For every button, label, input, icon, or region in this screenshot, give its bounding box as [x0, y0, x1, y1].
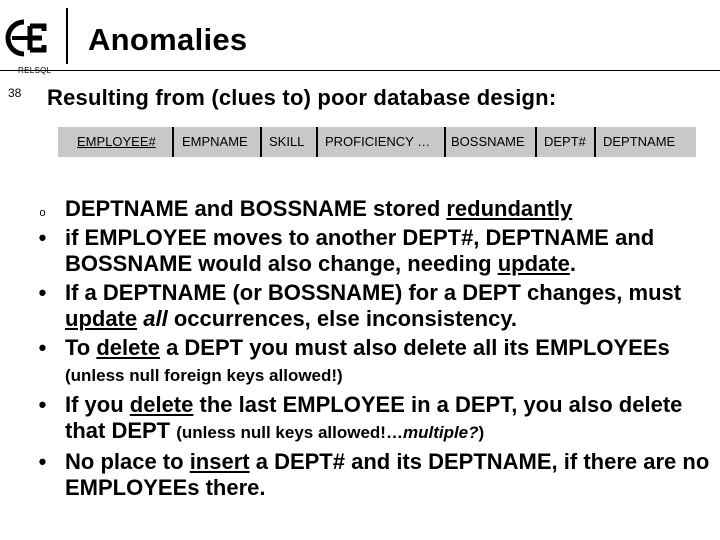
- schema-column: PROFICIENCY …: [325, 134, 431, 149]
- bullet-item: • To delete a DEPT you must also delete all its EMPLOYEEs (unless null foreign keys allowed!): [30, 335, 710, 389]
- schema-column-key: EMPLOYEE#: [77, 134, 156, 149]
- bullet-icon: •: [38, 392, 47, 417]
- schema-divider: [594, 127, 596, 157]
- schema-column: BOSSNAME: [451, 134, 525, 149]
- slide-number: 38: [8, 86, 22, 100]
- schema-divider: [316, 127, 318, 157]
- schema-column: DEPTNAME: [603, 134, 676, 149]
- schema-column: DEPT#: [544, 134, 586, 149]
- bullet-icon: •: [38, 335, 47, 360]
- subtitle: Resulting from (clues to) poor database design:: [47, 85, 557, 110]
- schema-divider: [444, 127, 446, 157]
- bullet-icon: •: [38, 280, 47, 305]
- schema-table: [58, 127, 696, 157]
- bullet-item: • If a DEPTNAME (or BOSSNAME) for a DEPT changes, must update all occurrences, else inconsistency.: [30, 280, 710, 332]
- circle-bullet-icon: o: [39, 207, 46, 219]
- schema-column: EMPNAME: [182, 134, 248, 149]
- schema-divider: [260, 127, 262, 157]
- page-title: Anomalies: [88, 22, 248, 57]
- bullet-list: [30, 196, 710, 504]
- bullet-item: • if EMPLOYEE moves to another DEPT#, DEPTNAME and BOSSNAME would also change, needing update.: [30, 225, 710, 277]
- bullet-icon: •: [38, 225, 47, 250]
- schema-divider: [172, 127, 174, 157]
- bullet-item: o DEPTNAME and BOSSNAME stored redundantly: [30, 196, 710, 222]
- bullet-item: • If you delete the last EMPLOYEE in a DEPT, you also delete that DEPT (unless null keys allowed!…multiple?): [30, 392, 710, 446]
- schema-divider: [535, 127, 537, 157]
- schema-column: SKILL: [269, 134, 305, 149]
- bullet-icon: •: [38, 449, 47, 474]
- header-rule: [0, 70, 720, 71]
- cs-logo-icon: [4, 14, 64, 62]
- header-divider: [66, 8, 68, 64]
- bullet-item: • No place to insert a DEPT# and its DEPTNAME, if there are no EMPLOYEEs there.: [30, 449, 710, 501]
